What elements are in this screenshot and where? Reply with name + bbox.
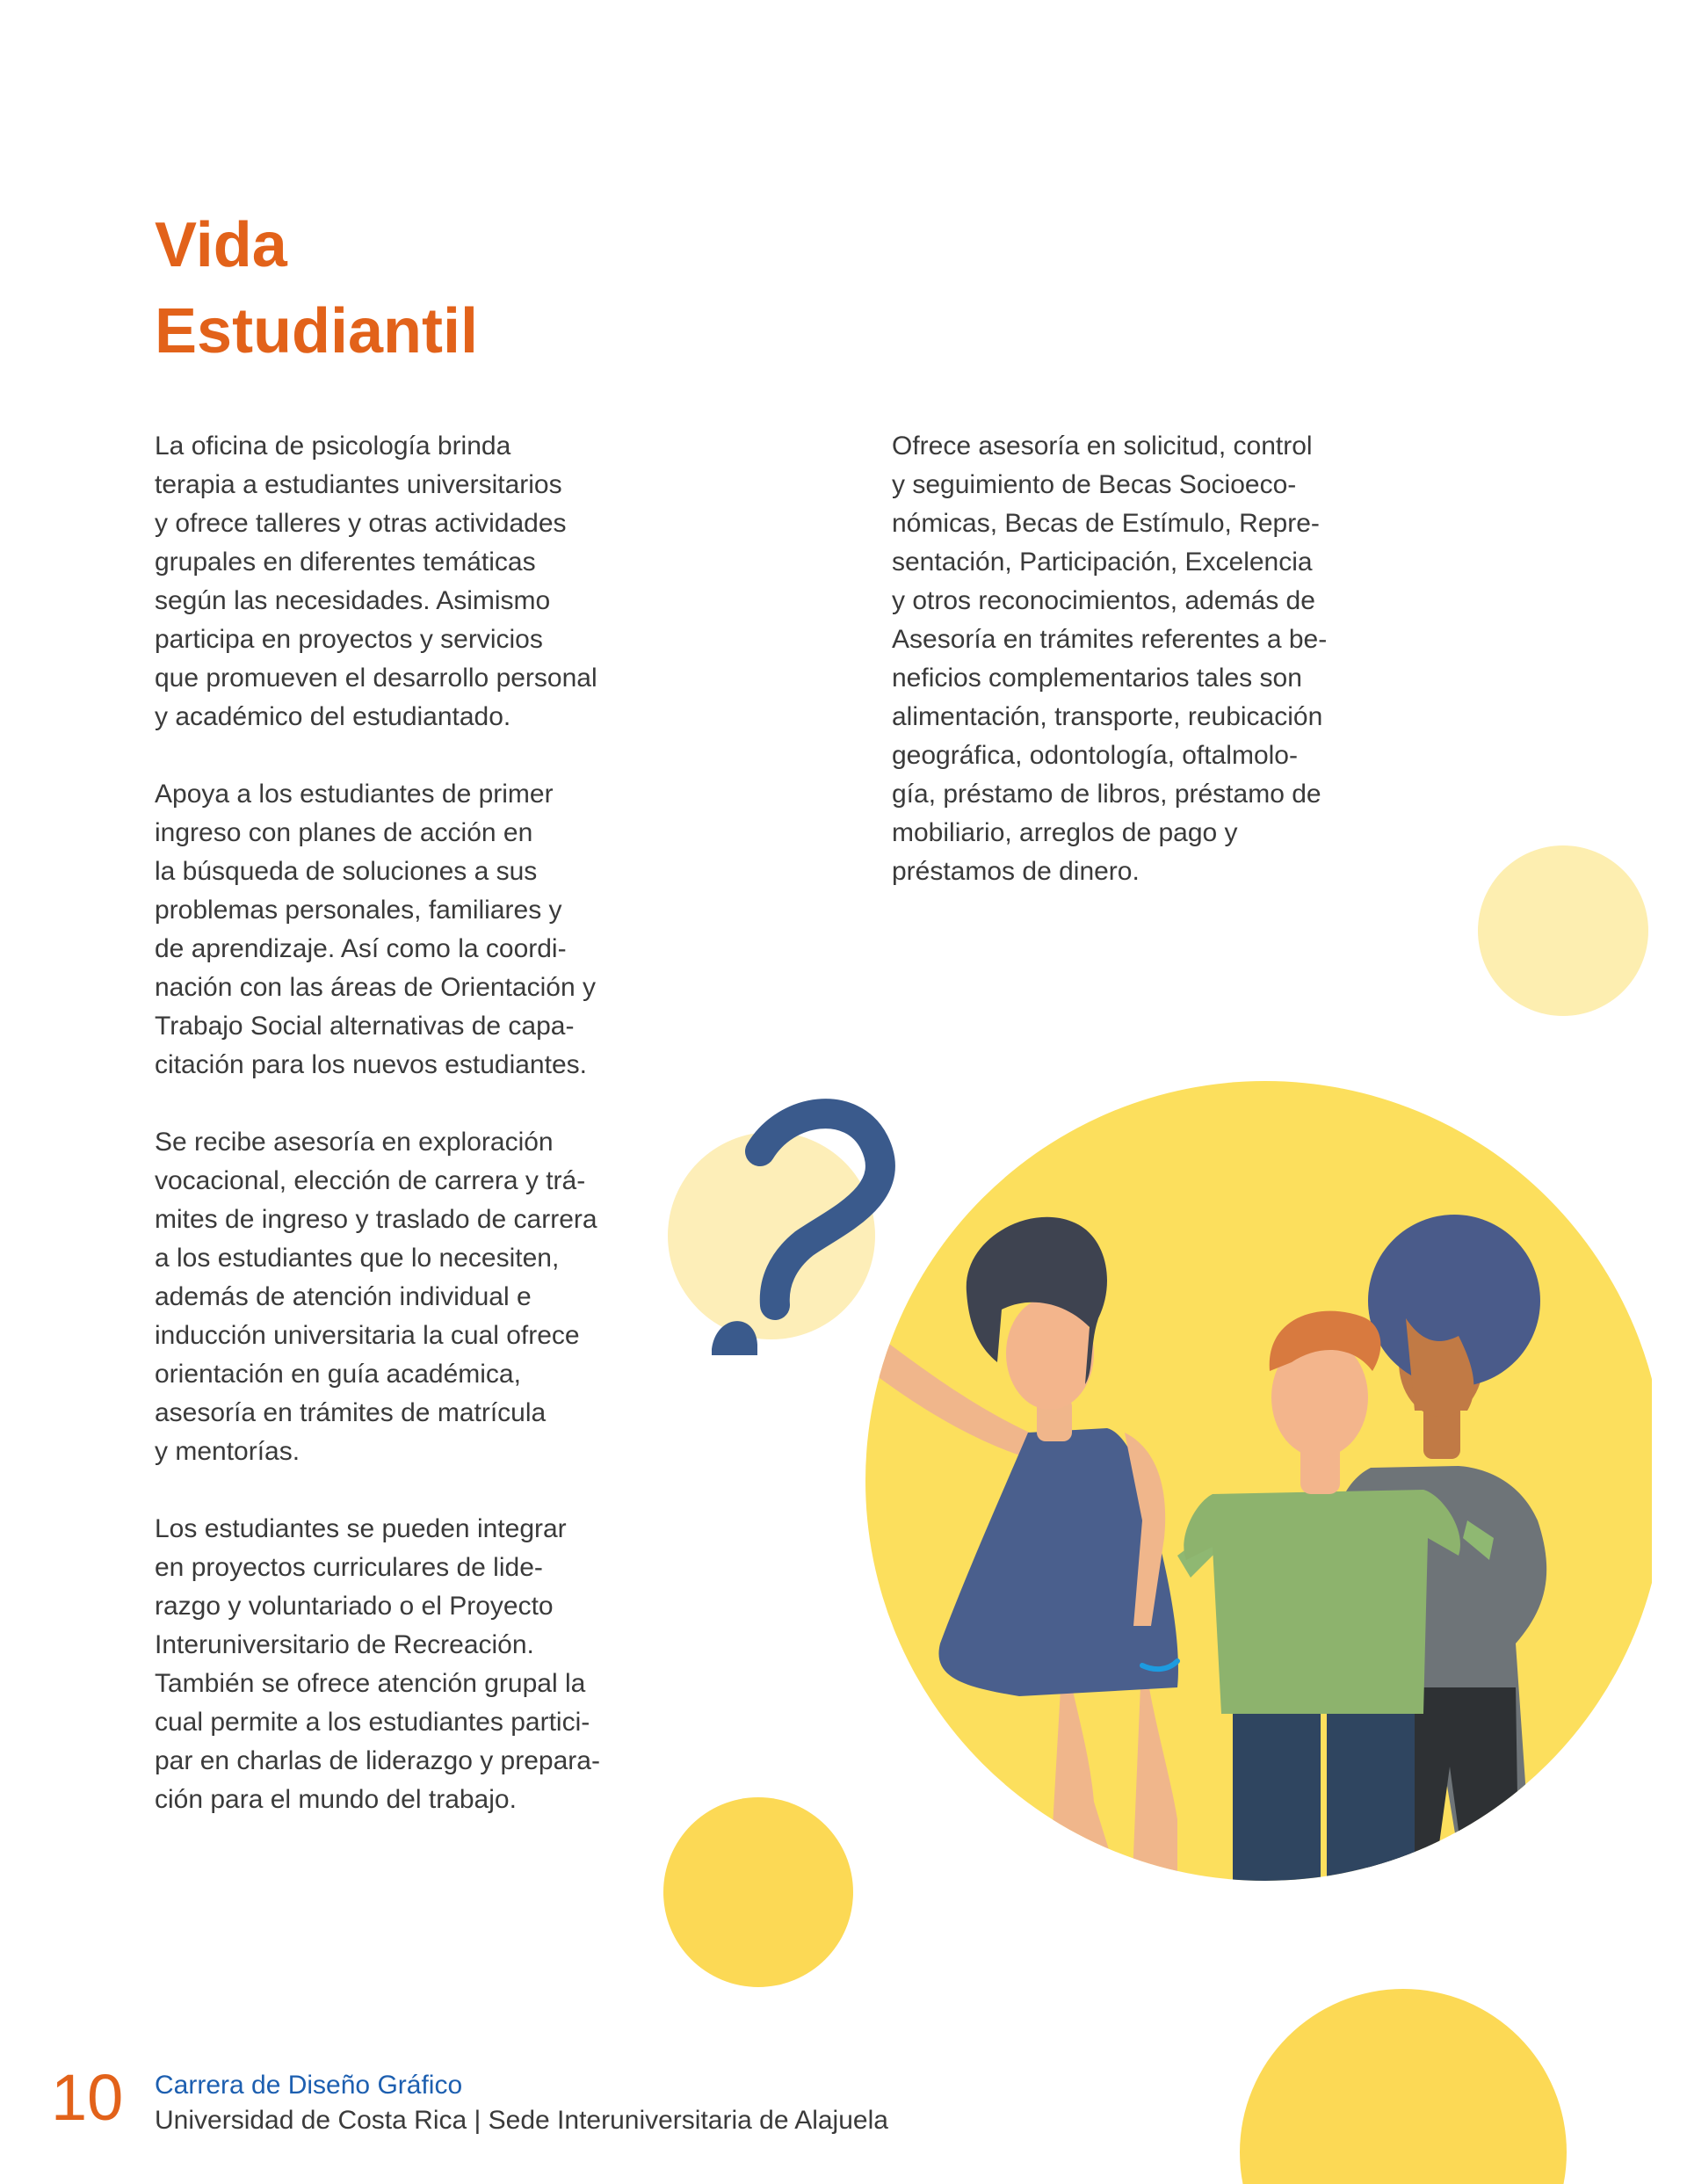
- paragraph-line: la búsqueda de soluciones a sus: [155, 857, 538, 886]
- paragraph-line: y académico del estudiantado.: [155, 702, 511, 731]
- footer-separator: |: [474, 2106, 481, 2135]
- paragraph-line: Ofrece asesoría en solicitud, control: [892, 432, 1313, 461]
- footer-career-name: Carrera de Diseño Gráfico: [155, 2071, 463, 2100]
- paragraph-line: También se ofrece atención grupal la: [155, 1669, 586, 1698]
- paragraph-line: nación con las áreas de Orientación y: [155, 973, 596, 1002]
- paragraph-line: de aprendizaje. Así como la coordi-: [155, 934, 567, 963]
- paragraph-line: y otros reconocimientos, además de: [892, 586, 1315, 615]
- paragraph-line: orientación en guía académica,: [155, 1360, 521, 1389]
- paragraph-line: y seguimiento de Becas Socioeco-: [892, 470, 1297, 499]
- paragraph-line: Interuniversitario de Recreación.: [155, 1630, 534, 1659]
- paragraph-line: a los estudiantes que lo necesiten,: [155, 1244, 560, 1273]
- page-title: [155, 202, 478, 374]
- pale-yellow-circle-decoration: [1478, 845, 1648, 1016]
- paragraph-line: problemas personales, familiares y: [155, 896, 562, 925]
- paragraph-line: terapia a estudiantes universitarios: [155, 470, 562, 499]
- left-text-column: [155, 427, 600, 1819]
- paragraph-line: préstamos de dinero.: [892, 857, 1140, 886]
- paragraph-line: gía, préstamo de libros, préstamo de: [892, 780, 1321, 809]
- paragraph-line: grupales en diferentes temáticas: [155, 548, 536, 577]
- paragraph-line: Los estudiantes se pueden integrar: [155, 1514, 567, 1543]
- paragraph-line: asesoría en trámites de matrícula: [155, 1398, 547, 1427]
- paragraph-line: mites de ingreso y traslado de carrera: [155, 1205, 597, 1234]
- paragraph-line: que promueven el desarrollo personal: [155, 664, 597, 693]
- footer-university-name: Universidad de Costa Rica: [155, 2106, 467, 2135]
- paragraph-line: alimentación, transporte, reubicación: [892, 702, 1323, 731]
- paragraph-line: ingreso con planes de acción en: [155, 818, 533, 847]
- students-illustration: [650, 1081, 1652, 1916]
- paragraph-line: La oficina de psicología brinda: [155, 432, 511, 461]
- paragraph-line: inducción universitaria la cual ofrece: [155, 1321, 580, 1350]
- paragraph-line: además de atención individual e: [155, 1282, 532, 1311]
- page-number: 10: [51, 2061, 124, 2134]
- paragraph-line: citación para los nuevos estudiantes.: [155, 1050, 587, 1079]
- paragraph-line: en proyectos curriculares de lide-: [155, 1553, 543, 1582]
- title-line-1: Vida: [155, 210, 287, 280]
- paragraph-line: y ofrece talleres y otras actividades: [155, 509, 567, 538]
- right-text-column: [892, 427, 1327, 891]
- paragraph-line: Asesoría en trámites referentes a be-: [892, 625, 1328, 654]
- paragraph-line: mobiliario, arreglos de pago y: [892, 818, 1238, 847]
- paragraph-line: neficios complementarios tales son: [892, 664, 1302, 693]
- yellow-circle-decoration-corner: [1240, 1989, 1567, 2184]
- paragraph-line: par en charlas de liderazgo y prepara-: [155, 1746, 600, 1775]
- paragraph-line: según las necesidades. Asimismo: [155, 586, 551, 615]
- paragraph-gap: [155, 736, 600, 775]
- paragraph-line: cual permite a los estudiantes partici-: [155, 1708, 590, 1737]
- title-line-2: Estudiantil: [155, 296, 479, 366]
- paragraph-line: Apoya a los estudiantes de primer: [155, 780, 554, 809]
- paragraph-line: geográfica, odontología, oftalmolo-: [892, 741, 1298, 770]
- paragraph-line: participa en proyectos y servicios: [155, 625, 543, 654]
- paragraph-gap: [155, 1085, 600, 1123]
- paragraph-line: y mentorías.: [155, 1437, 300, 1466]
- footer-campus-name: Sede Interuniversitaria de Alajuela: [488, 2106, 888, 2135]
- paragraph-line: ción para el mundo del trabajo.: [155, 1785, 517, 1814]
- paragraph-line: sentación, Participación, Excelencia: [892, 548, 1313, 577]
- paragraph-line: Se recibe asesoría en exploración: [155, 1128, 554, 1157]
- paragraph-line: razgo y voluntariado o el Proyecto: [155, 1592, 554, 1621]
- paragraph-line: nómicas, Becas de Estímulo, Repre-: [892, 509, 1320, 538]
- paragraph-line: Trabajo Social alternativas de capa-: [155, 1012, 575, 1041]
- paragraph-line: vocacional, elección de carrera y trá-: [155, 1166, 586, 1195]
- paragraph-gap: [155, 1471, 600, 1510]
- footer-university-line: [155, 2105, 888, 2137]
